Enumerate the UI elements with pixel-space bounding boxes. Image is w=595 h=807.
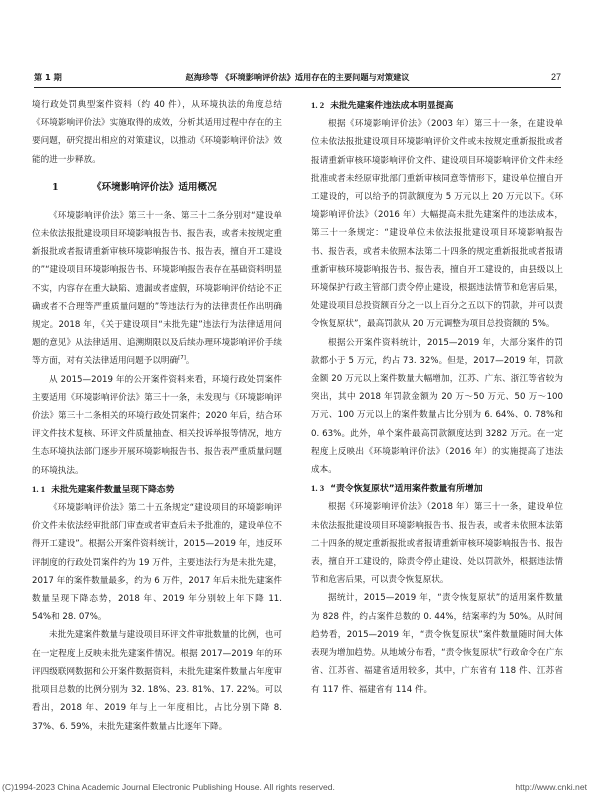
header-rule bbox=[34, 87, 561, 88]
subsection-1-3-paragraph-1: 根据《环境影响评价法》（2018 年）第三十一条，建设单位未依法报批建设项目环境影响报告书、报告表，或者未依照本法第二十四条的规定重新报批或者报请重新审核环境影响报告书、报告表，擅自开工建设的，除责令停止建设、处以罚款外，根据违法情节和危害后果，可以责令恢复原状。 bbox=[311, 502, 563, 586]
page-number: 27 bbox=[550, 72, 561, 82]
subsection-1-3-heading bbox=[311, 479, 563, 498]
section-1-paragraph-1-text: 《环境影响评价法》第三十一条、第三十二条分别对“建设单位未依法报批建设项目环境影响报告书、报告表，或者未按规定重新报批或者报请重新审核环境影响报告书、报告表，擅自开工建设的”“建设项目环境影响报告书、环境影响报告表存在基础资料明显不实，内容存在重大缺陷、遗漏或者虚假，环境影响评价结论不正确或者不合理等严重质量问题的”等违法行为的法律责任作出明确规定。2018 年，《关于建设项目“未批先建”违法行为法律适用问题的意见》从法律适用、追溯期限以及后续办理环境影响评价手续等方面，对有关法律适用问题予以明确 bbox=[32, 210, 282, 367]
running-header bbox=[34, 72, 561, 86]
subsection-1-1-title: 未批先建案件数量呈现下降态势 bbox=[51, 484, 175, 495]
subsection-1-2-title: 未批先建案件违法成本明显提高 bbox=[330, 101, 454, 111]
section-1-heading bbox=[32, 178, 282, 198]
section-1-number: 1 bbox=[52, 181, 59, 193]
section-1-title: 《环境影响评价法》适用概况 bbox=[92, 181, 217, 193]
citation-7: [7] bbox=[178, 355, 186, 362]
intro-paragraph: 境行政处罚典型案件资料（约 40 件），从环境执法的角度总结《环境影响评价法》实施取得的成效，分析其适用过程中存在的主要问题，研究提出相应的对策建议，以推动《环境影响评价法》效能的进一步释放。 bbox=[32, 100, 282, 165]
section-1-paragraph-2: 从 2015—2019 年的公开案件资料来看，环境行政处罚案件主要适用《环境影响评价法》第三十一条，未发现与《环境影响评价法》第三十二条相关的环境行政处罚案件；2020 年后，结合环评文件技术复核、环评文件质量抽查、相关投诉举报等情况，地方生态环境执法部门逐步开展环境影响报告书、报告表严重质量问题的环境执法。 bbox=[32, 374, 282, 476]
subsection-1-3-title: “责令恢复原状”适用案件数量有所增加 bbox=[330, 484, 483, 495]
subsection-1-2-number: 1. 2 bbox=[311, 100, 325, 110]
subsection-1-1-paragraph-2: 未批先建案件数量与建设项目环评文件审批数量的比例，也可在一定程度上反映未批先建案件情况。根据 2017—2019 年的环评四级联网数据和公开案件数据资料，未批先建案件数量占年度审批项目总数的比例分别为 32. 18%、23. 81%、17. 22%。可以看出，2018 年、2019 年与上一年度相比，占比分别下降 8. 37%、6. 59%，未批先建案件数量占比逐年下降。 bbox=[32, 630, 282, 732]
section-1-paragraph-1-end: 。 bbox=[185, 356, 195, 367]
subsection-1-3-paragraph-2: 据统计，2015—2019 年，“责令恢复原状”的适用案件数量为 828 件，约占案件总数的 0. 44%，结案率约为 50%。从时间趋势看，2015—2019 年，“责令恢复原状”案件数量随时间大体表现为增加趋势。从地域分布看，“责令恢复原状”行政命令在广东省、江苏省、福建省适用较多，其中，广东省有 118 件、江苏省有 117 件、福建省有 114 件。 bbox=[311, 593, 563, 695]
copyright-notice: (C)1994-2023 China Academic Journal Electronic Publishing House. All rights reserved. bbox=[2, 782, 335, 792]
right-column bbox=[311, 96, 563, 699]
subsection-1-2-heading bbox=[311, 96, 563, 115]
subsection-1-3-number: 1. 3 bbox=[311, 483, 325, 494]
left-column bbox=[32, 96, 282, 736]
cnki-link[interactable]: http://www.cnki.net bbox=[515, 782, 587, 792]
subsection-1-1-number: 1. 1 bbox=[32, 483, 46, 494]
subsection-1-2-paragraph-1: 根据《环境影响评价法》（2003 年）第三十一条，在建设单位未依法报批建设项目环境影响评价文件或未按规定重新报批或者报请重新审核环境影响评价文件、建设项目环境影响评价文件未经批准或者未经原审批部门重新审核同意等情形下，建设单位擅自开工建设的，可以给予的罚款额度为 5 万元以上 20 万元以下。《环境影响评价法》（2016 年）大幅提高未批先建案件的违法成本，第三十一条规定：“建设单位未依法报批建设项目环境影响报告书、报告表，或者未依照本法第二十四条的规定重新报批或者报请重新审核环境影响报告书、报告表，擅自开工建设的，由县级以上环境保护行政主管部门责令停止建设，根据违法情节和危害后果，处建设项目总投资额百分之一以上百分之五以下的罚款，并可以责令恢复原状”，最高罚款从 20 万元调整为项目总投资额的 5%。 bbox=[311, 119, 563, 330]
subsection-1-2-paragraph-2: 根据公开案件资料统计，2015—2019 年，大部分案件的罚款都小于 5 万元，约占 73. 32%。但是，2017—2019 年，罚款金额 20 万元以上案件数量大幅增加，江苏、广东、浙江等省较为突出，其中 2018 年罚款金额为 20 万～50 万元、50 万～100 万元、100 万元以上的案件数量占比分别为 6. 64%、0. 78%和 0. 63%。此外，单个案件最高罚款额度达到 3282 万元。在一定程度上反映出《环境影响评价法》（2016 年）的实施提高了违法成本。 bbox=[311, 337, 563, 476]
section-1-paragraph-1 bbox=[32, 207, 282, 371]
running-title: 赵海珍等 《环境影响评价法》适用存在的主要问题与对策建议 bbox=[185, 72, 410, 82]
subsection-1-1-heading bbox=[32, 480, 282, 499]
subsection-1-1-paragraph-1: 《环境影响评价法》第二十五条规定“建设项目的环境影响评价文件未依法经审批部门审查或者审查后未予批准的，建设单位不得开工建设”。根据公开案件资料统计，2015—2019 年，违反环评制度的行政处罚案件约为 19 万件，主要违法行为是未批先建，2017 年的案件数量最多，约为 6 万件，2017 年后未批先建案件数量呈现下降态势，2018 年、2019 年分别较上年下降 11. 54%和 28. 07%。 bbox=[32, 503, 282, 623]
issue-label: 第 1 期 bbox=[34, 72, 62, 82]
